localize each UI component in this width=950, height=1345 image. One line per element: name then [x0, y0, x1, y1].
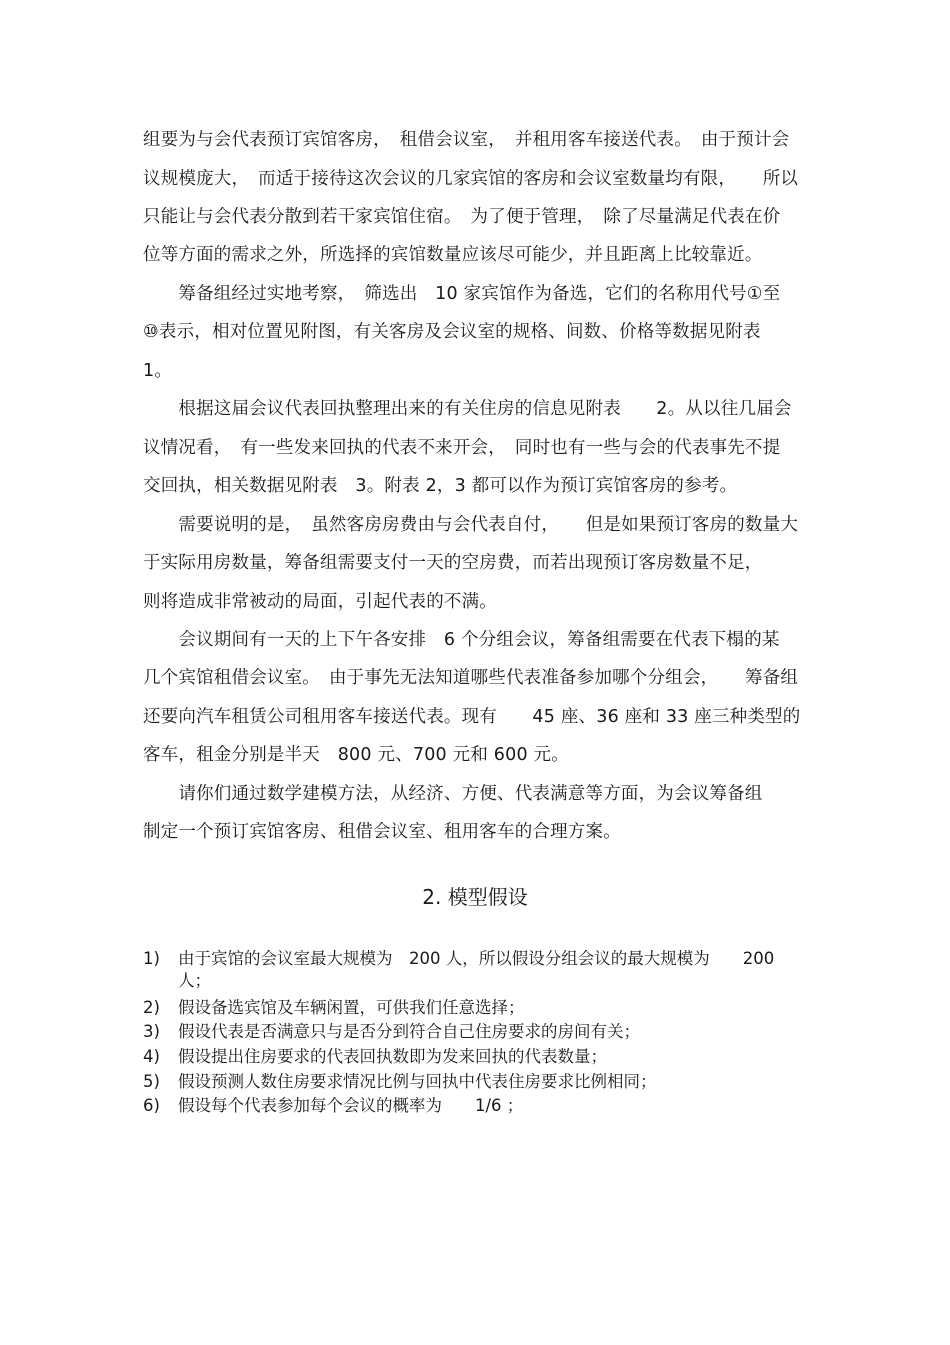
paragraph-line: 会议期间有一天的上下午各安排 6 个分组会议，筹备组需要在代表下榻的某: [143, 630, 780, 650]
list-item-text: 假设每个代表参加每个会议的概率为 1/6 ；: [178, 1096, 524, 1115]
paragraph-line: 组要为与会代表预订宾馆客房， 租借会议室， 并租用客车接送代表。 由于预计会: [143, 130, 790, 150]
paragraph-line: 筹备组经过实地考察， 筛选出 10 家宾馆作为备选，它们的名称用代号①至: [143, 284, 781, 304]
list-item-text: 假设备选宾馆及车辆闲置，可供我们任意选择；: [178, 998, 525, 1017]
list-item-number: 4): [143, 1047, 160, 1066]
paragraph-line: 只能让与会代表分散到若干家宾馆住宿。 为了便于管理， 除了尽量满足代表在价: [143, 207, 781, 227]
paragraph-line: 根据这届会议代表回执整理出来的有关住房的信息见附表 2。从以往几届会: [143, 399, 792, 419]
section-heading: 2. 模型假设: [422, 885, 528, 909]
list-item-text: 假设提出住房要求的代表回执数即为发来回执的代表数量；: [178, 1047, 607, 1066]
list-item-text: 假设代表是否满意只与是否分到符合自己住房要求的房间有关；: [178, 1022, 640, 1041]
list-item: [143, 1021, 640, 1043]
paragraph-line: 于实际用房数量，筹备组需要支付一天的空房费，而若出现预订客房数量不足，: [143, 553, 763, 573]
list-item-text: 由于宾馆的会议室最大规模为 200 人，所以假设分组会议的最大规模为 200: [178, 949, 775, 968]
list-item-number: 3): [143, 1022, 160, 1041]
list-item-number: 2): [143, 998, 160, 1017]
paragraph-line: 几个宾馆租借会议室。 由于事先无法知道哪些代表准备参加哪个分组会， 筹备组: [143, 668, 799, 688]
paragraph-line: 议规模庞大， 而适于接待这次会议的几家宾馆的客房和会议室数量均有限， 所以: [143, 169, 799, 189]
list-item-number: 1): [143, 949, 160, 968]
paragraph-line: 请你们通过数学建模方法，从经济、方便、代表满意等方面，为会议筹备组: [143, 784, 763, 804]
paragraph-line: 位等方面的需求之外，所选择的宾馆数量应该尽可能少，并且距离上比较靠近。: [143, 245, 763, 265]
paragraph-line: 则将造成非常被动的局面，引起代表的不满。: [143, 592, 497, 612]
paragraph-line: 需要说明的是， 虽然客房房费由与会代表自付， 但是如果预订客房的数量大: [143, 515, 799, 535]
list-item: [143, 948, 774, 970]
list-item-text: 假设预测人数住房要求情况比例与回执中代表住房要求比例相同；: [178, 1072, 657, 1091]
paragraph-line: 1。: [143, 361, 173, 381]
paragraph-line: ⑩表示，相对位置见附图，有关客房及会议室的规格、间数、价格等数据见附表: [143, 322, 761, 342]
paragraph-line: 交回执，相关数据见附表 3。附表 2，3 都可以作为预订宾馆客房的参考。: [143, 476, 738, 496]
list-item: [143, 1046, 607, 1068]
list-item-continuation: 人；: [178, 971, 211, 990]
list-item: [143, 1071, 657, 1093]
list-item: [143, 1095, 523, 1117]
paragraph-line: 客车，租金分别是半天 800 元、700 元和 600 元。: [143, 745, 569, 765]
list-item: [143, 997, 525, 1019]
paragraph-line: 还要向汽车租赁公司租用客车接送代表。现有 45 座、36 座和 33 座三种类型的: [143, 707, 801, 727]
paragraph-line: 议情况看， 有一些发来回执的代表不来开会， 同时也有一些与会的代表事先不提: [143, 438, 781, 458]
list-item-number: 5): [143, 1072, 160, 1091]
list-item-number: 6): [143, 1096, 160, 1115]
paragraph-line: 制定一个预订宾馆客房、租借会议室、租用客车的合理方案。: [143, 822, 621, 842]
